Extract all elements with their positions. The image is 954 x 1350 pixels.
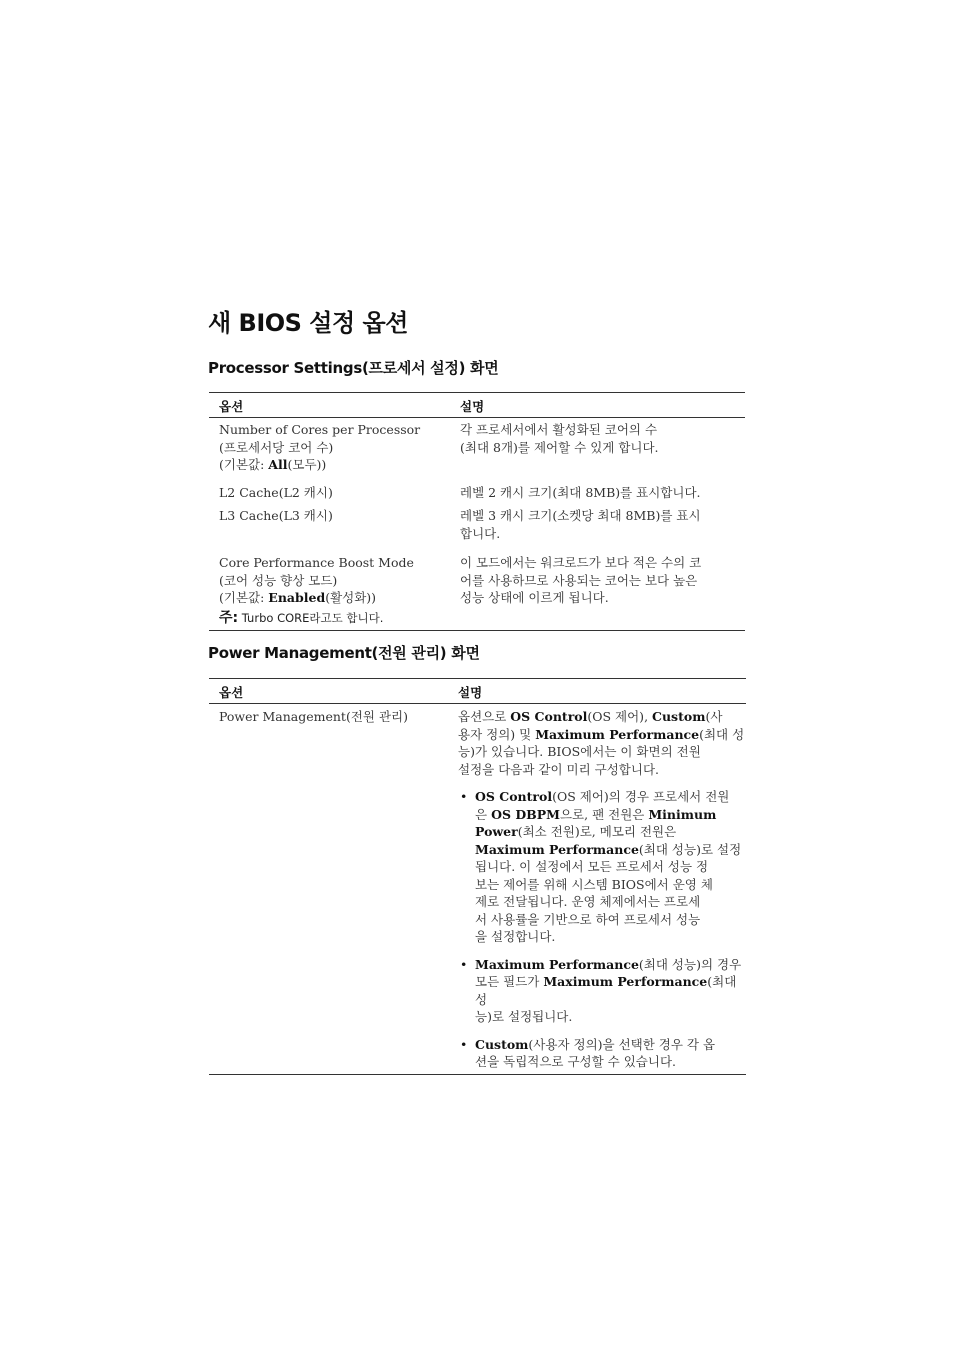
option-cell <box>209 501 460 542</box>
description-text: (최대 8개)를 제어할 수 있게 합니다. <box>460 439 659 455</box>
option-text: L2 Cache(L2 캐시) <box>219 484 333 500</box>
option-cell <box>209 418 460 474</box>
table-row <box>209 418 745 474</box>
option-text: Power Management(전원 관리) <box>219 709 408 724</box>
table-row <box>209 474 745 502</box>
column-header-description: 설명 <box>460 393 745 418</box>
option-text: L3 Cache(L3 캐시) <box>219 508 333 523</box>
list-item: • Maximum Performance(최대 성능)의 경우 모든 필드가 Maximum Performance(최대 성 능)로 설정됩니다. <box>460 956 742 1024</box>
table-row <box>209 704 746 1075</box>
description-text: 성능 상태에 이르게 됩니다. <box>460 590 609 605</box>
description-cell <box>458 704 746 1075</box>
bullet-icon: • <box>460 789 468 804</box>
note-text: Turbo CORE라고도 합니다. <box>238 610 384 625</box>
option-text: (코어 성능 향상 모드) <box>219 572 338 588</box>
list-item: • OS Control(OS 제어)의 경우 프로세서 전원 은 OS DBPM으로, 팬 전원은 Minimum Power(최소 전원)로, 메모리 전원은 Maximum Performance(최대 성능)로 설정 됩니다. 이 설정에서 모든 프로세서 성능 정 보는 제어를 위해 시스템 BIOS에서 운영 체 제로 전달됩니다. 운영 체제에서는 프로세 서 사용률을 기반으로 하여 프로세서 성능 을 설정합니다. <box>460 789 742 944</box>
column-header-option: 옵션 <box>209 393 460 418</box>
table-row <box>209 542 745 631</box>
description-cell <box>460 418 745 474</box>
processor-settings-table <box>209 392 745 631</box>
table-header-row <box>209 679 746 704</box>
note-label: 주: <box>219 609 239 626</box>
option-text: Core Performance Boost Mode <box>219 555 414 570</box>
description-text: 레벨 2 캐시 크기(최대 8MB)를 표시합니다. <box>460 484 701 500</box>
description-cell <box>460 474 745 502</box>
option-cell <box>209 474 460 502</box>
option-cell <box>209 542 460 631</box>
default-value: (기본값: All(모두)) <box>219 457 327 472</box>
description-cell <box>460 542 745 631</box>
description-text: 각 프로세서에서 활성화된 코어의 수 <box>460 422 658 437</box>
description-text: 이 모드에서는 워크로드가 보다 적은 수의 코 <box>460 555 702 570</box>
table-row <box>209 501 745 542</box>
bullet-icon: • <box>460 1036 468 1052</box>
option-text: (프로세서당 코어 수) <box>219 439 334 455</box>
list-item: • Custom(사용자 정의)을 선택한 경우 각 옵 션을 독립적으로 구성할 수 있습니다. <box>460 1036 716 1069</box>
page-title: 새 BIOS 설정 옵션 <box>208 309 408 337</box>
note <box>219 609 460 628</box>
bullet-icon: • <box>460 956 468 972</box>
bullet-list <box>458 788 746 1071</box>
default-value: (기본값: Enabled(활성화)) <box>219 590 377 605</box>
intro-paragraph: 옵션으로 OS Control(OS 제어), Custom(사 용자 정의) 및 Maximum Performance(최대 성 능)가 있습니다. BIOS에서는 이 화면의 전원 설정을 다음과 같이 미리 구성합니다. <box>458 709 745 777</box>
power-management-table <box>209 678 746 1075</box>
description-text: 합니다. <box>460 525 501 541</box>
power-management-heading: Power Management(전원 관리) 화면 <box>208 644 480 662</box>
description-text: 레벨 3 캐시 크기(소켓당 최대 8MB)를 표시 <box>460 508 701 523</box>
option-cell <box>209 704 458 1075</box>
description-cell <box>460 501 745 542</box>
description-text: 어를 사용하므로 사용되는 코어는 보다 높은 <box>460 572 698 588</box>
column-header-option: 옵션 <box>209 679 458 704</box>
processor-settings-heading: Processor Settings(프로세서 설정) 화면 <box>208 359 499 377</box>
option-text: Number of Cores per Processor <box>219 422 421 437</box>
column-header-description: 설명 <box>458 679 746 704</box>
table-header-row <box>209 393 745 418</box>
